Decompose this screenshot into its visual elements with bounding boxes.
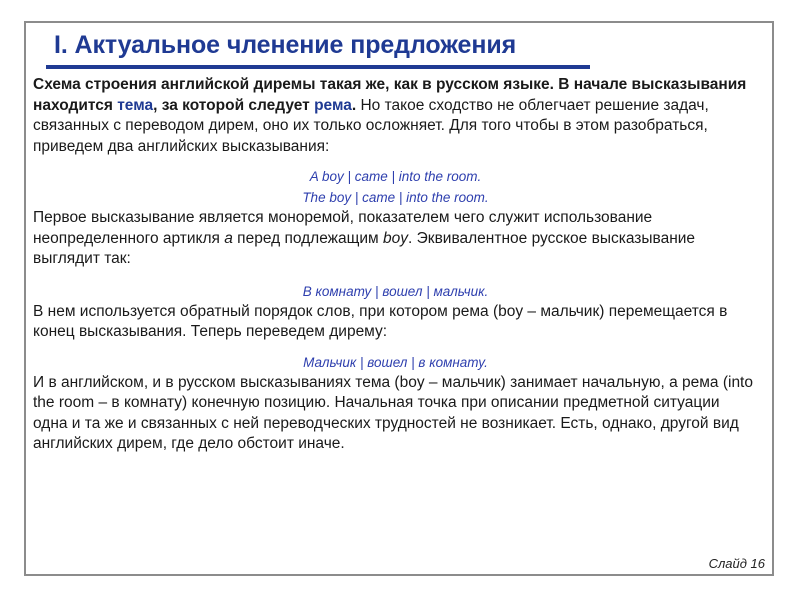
slide-frame bbox=[24, 21, 774, 576]
slide-title: I. Актуальное членение предложения bbox=[54, 31, 517, 59]
intro-rest: Но такое сходство не облегчает решение задач, связанных с переводом дирем, оно их только осложняет. Для того чтобы в этом разобраться, приведем два английских высказывания: bbox=[33, 96, 709, 155]
intro-bold-2: , за которой следует bbox=[153, 96, 315, 114]
title-underline bbox=[46, 65, 590, 69]
para2-text-2: перед подлежащим bbox=[232, 229, 384, 247]
example-russian-2: Мальчик | вошел | в комнату. bbox=[303, 354, 488, 370]
example-english-2: The boy | came | into the room. bbox=[302, 190, 489, 205]
word-boy: boy bbox=[383, 229, 409, 247]
paragraph-conclusion: И в английском, и в русском высказываниях тема (boy – мальчик) занимает начальную, а рема (into the room – в комнату) конечную позицию. Начальная точка при описании предметной ситуации одна и та же и связанных с ней переводческих трудностей не возникает. Есть, однако, другой вид английских дирем, где дело обстоит иначе. bbox=[33, 373, 753, 452]
example-english-1: A boy | came | into the room. bbox=[309, 169, 482, 184]
slide-body bbox=[33, 75, 758, 455]
paragraph-intro bbox=[33, 75, 758, 157]
para2-text-1: Первое высказывание является моноремой, показателем чего служит использование неопределенного артикля bbox=[33, 209, 653, 247]
slide-number: Слайд 16 bbox=[708, 556, 765, 571]
paragraph-monorheme bbox=[33, 208, 758, 270]
example-russian-1: В комнату | вошел | мальчик. bbox=[302, 283, 489, 299]
keyword-rheme: рема bbox=[314, 96, 352, 114]
keyword-theme: тема bbox=[117, 96, 154, 114]
intro-bold-1: Схема строения английской диремы такая же, как в русском языке. В начале высказывания находится bbox=[33, 76, 747, 114]
intro-bold-3: . bbox=[351, 96, 357, 114]
article-a: a bbox=[224, 229, 233, 247]
paragraph-inverse-order: В нем используется обратный порядок слов, при котором рема (boy – мальчик) перемещается в конец высказывания. Теперь переведем дирему: bbox=[33, 302, 728, 340]
para2-text-3: . Эквивалентное русское высказывание выглядит так: bbox=[33, 229, 696, 267]
